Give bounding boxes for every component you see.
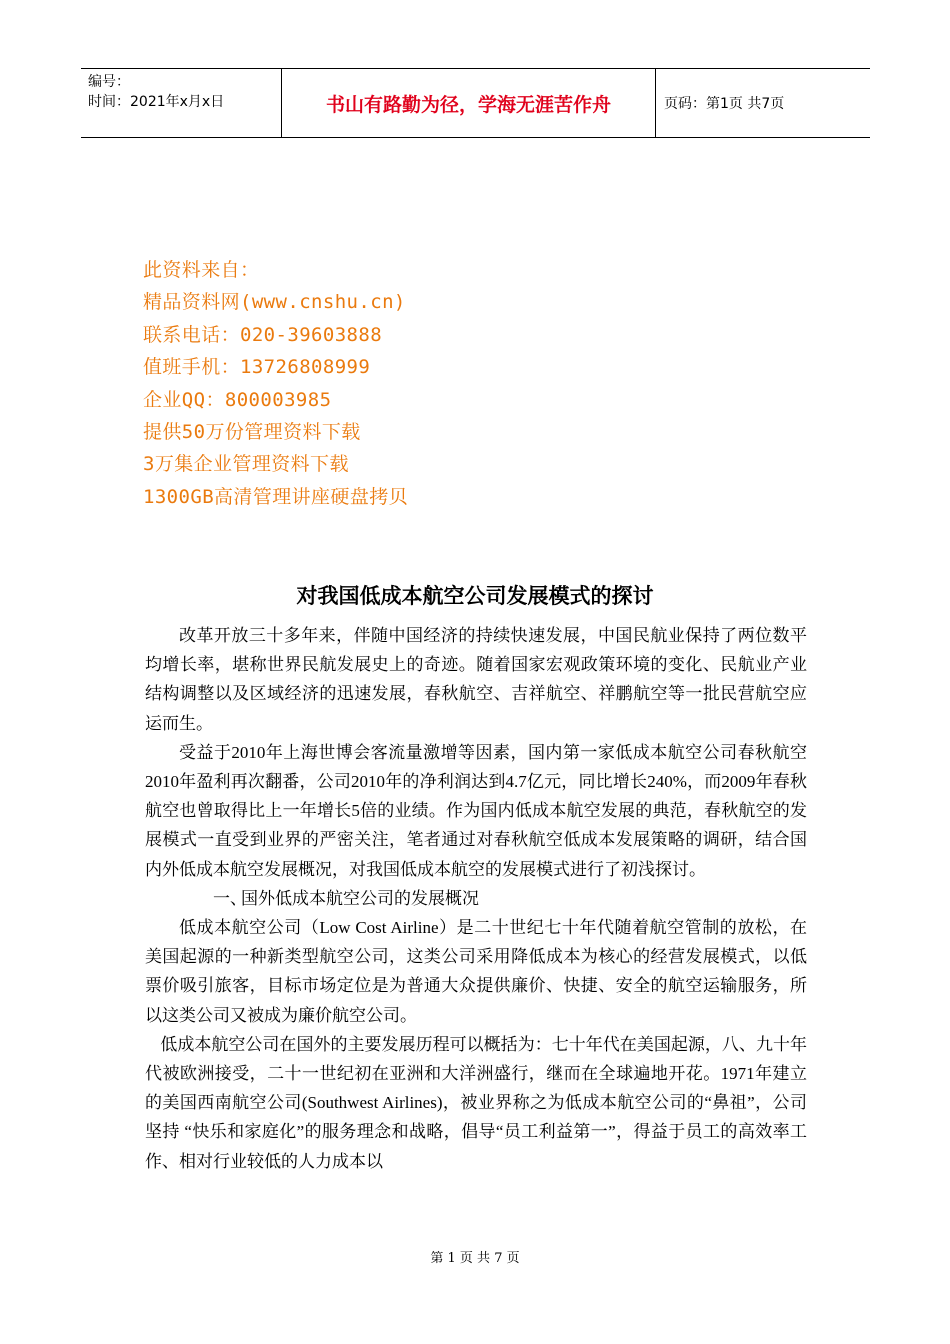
body-paragraph: 低成本航空公司（Low Cost Airline）是二十世纪七十年代随着航空管制的放松，在美国起源的一种新类型航空公司，这类公司采用降低成本为核心的经营发展模式，以低票价吸引旅客，目标市场定位是为普通大众提供廉价、快捷、安全的航空运输服务，所以这类公司又被成为廉价航空公司。 [145,918,807,1025]
section-heading [145,884,807,913]
document-time-label: 时间：2021年x月x日 [88,94,225,110]
section-heading-number: 一、 [213,888,247,908]
header-motto: 书山有路勤为径，学海无涯苦作舟 [281,69,656,137]
source-info-block [143,254,408,513]
document-body [145,621,807,1176]
source-line: 1300GB高清管理讲座硬盘拷贝 [143,485,409,508]
source-line: 联系电话：020-39603888 [143,323,383,346]
document-number-label: 编号： [88,74,130,90]
header-meta [81,69,281,137]
body-paragraph: 改革开放三十多年来，伴随中国经济的持续快速发展，中国民航业保持了两位数平均增长率，堪称世界民航发展史上的奇迹。随着国家宏观政策环境的变化、民航业产业结构调整以及区域经济的迅速发展，春秋航空、吉祥航空、祥鹏航空等一批民营航空应运而生。 [145,626,807,733]
source-line: 企业QQ：800003985 [143,388,332,411]
source-line: 值班手机：13726808999 [143,356,371,379]
section-heading-text: 国外低成本航空公司的发展概况 [241,888,479,908]
source-line: 此资料来自： [143,259,260,281]
body-paragraph: 低成本航空公司在国外的主要发展历程可以概括为：七十年代在美国起源，八、九十年代被欧洲接受，二十一世纪初在亚洲和大洋洲盛行，继而在全球遍地开花。1971年建立的美国西南航空公司(Southwest Airlines)，被业界称之为低成本航空公司的“鼻祖”，公司坚持 “快乐和家庭化”的服务理念和战略，倡导“员工利益第一”，得益于员工的高效率工作、相对行业较低的人力成本以 [145,1034,807,1171]
source-line: 提供50万份管理资料下载 [143,421,361,444]
body-paragraph: 受益于2010年上海世博会客流量激增等因素，国内第一家低成本航空公司春秋航空2010年盈利再次翻番，公司2010年的净利润达到4.7亿元，同比增长240%，而2009年春秋航空也曾取得比上一年增长5倍的业绩。作为国内低成本航空发展的典范，春秋航空的发展模式一直受到业界的严密关注，笔者通过对春秋航空低成本发展策略的调研，结合国内外低成本航空发展概况，对我国低成本航空的发展模式进行了初浅探讨。 [145,742,807,879]
page-footer: 第 1 页 共 7 页 [430,1251,520,1266]
document-title: 对我国低成本航空公司发展模式的探讨 [296,583,654,608]
header-page-code: 页码：第1页 共7页 [664,96,785,112]
source-line: 3万集企业管理资料下载 [143,453,349,476]
page-header [81,68,870,138]
source-line: 精品资料网(www.cnshu.cn) [143,291,406,314]
